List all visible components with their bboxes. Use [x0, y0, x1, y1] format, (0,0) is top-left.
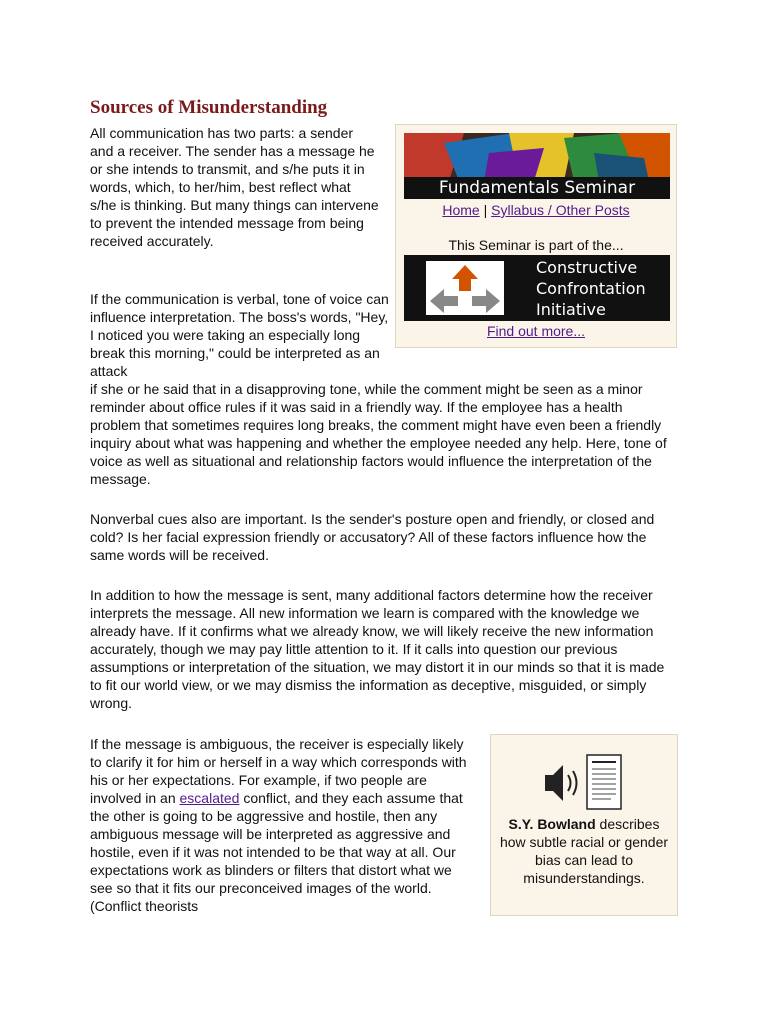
seminar-nav — [396, 202, 676, 218]
paragraph-5-start: If the message is ambiguous, the receiver is especially likely to clarify it for him or herself in a way which corresponds with his or her expectations. For example, if two people are involved in an — [90, 736, 467, 806]
paragraph-5-end: conflict, and they each assume that the other is going to be aggressive and hostile, then any ambiguous message will be interpreted as aggressive and hostile, even if it was not intended to be that way at all. Our expectations work as blinders or filters that distort what we see so that it fits our preconceived images of the world. (Conflict theorists — [90, 790, 463, 914]
cci-line-2: Confrontation — [536, 279, 646, 298]
paragraph-3: Nonverbal cues also are important. Is the sender's posture open and friendly, or closed and cold? Is her facial expression friendly or accusatory? All of these factors influence how the same words will be received. — [90, 511, 655, 563]
document-icon[interactable] — [587, 755, 621, 809]
cci-title — [536, 257, 646, 320]
audio-sidebar-box — [490, 734, 678, 916]
cci-line-3: Initiative — [536, 300, 606, 319]
speaker-icon[interactable] — [545, 765, 577, 801]
paragraph-5 — [90, 735, 475, 915]
paragraph-1: All communication has two parts: a sender and a receiver. The sender has a message he or she intends to transmit, and s/he puts it in words, which, to her/him, best reflect what s/he is thinking. But many things can intervene to prevent the intended message from being received accurately. — [90, 125, 379, 249]
colored-blocks-image — [404, 133, 670, 181]
converging-arrows-icon — [426, 261, 504, 315]
syllabus-link[interactable]: Syllabus / Other Posts — [491, 202, 630, 218]
escalated-link[interactable]: escalated — [179, 790, 240, 806]
cci-banner[interactable] — [404, 255, 670, 321]
cci-line-1: Constructive — [536, 258, 638, 277]
banner-label: Fundamentals Seminar — [404, 177, 670, 199]
audio-icons[interactable] — [541, 753, 631, 813]
seminar-info-box — [395, 124, 677, 348]
part-of-text: This Seminar is part of the... — [448, 237, 624, 253]
audio-caption — [499, 815, 669, 887]
fundamentals-seminar-banner[interactable] — [404, 133, 670, 199]
home-link[interactable]: Home — [442, 202, 480, 218]
speaker-name: S.Y. Bowland — [508, 816, 596, 832]
paragraph-4: In addition to how the message is sent, many additional factors determine how the receiver interprets the message. All new information we learn is compared with the knowledge we already have. If it confirms what we already know, we will likely receive the new information accurately, though we may pay little attention to it. If it calls into question our previous assumptions or interpretation of the situation, we may distort it in our minds so that it is made to fit our world view, or we may dismiss the information as deceptive, misguided, or simply wrong. — [90, 587, 665, 711]
find-more-row — [396, 323, 676, 339]
paragraph-2-rest: if she or he said that in a disapproving tone, while the comment might be seen as a minor reminder about office rules if it was said in a friendly way. If the employee has a health problem that sometimes requires long breaks, the comment might have even been a friendly inquiry about what was happening and whether the employee needed any help. Here, tone of voice as well as situational and relationship factors would influence the interpretation of the message. — [90, 381, 667, 487]
page-title: Sources of Misunderstanding — [90, 97, 328, 118]
paragraph-2-top: If the communication is verbal, tone of voice can influence interpretation. The boss's words, "Hey, I noticed you were taking an especially long break this morning," could be interpreted as an attack — [90, 291, 389, 379]
audio-description: describes how subtle racial or gender bias can lead to misunderstandings. — [499, 816, 669, 886]
nav-separator: | — [483, 202, 488, 218]
find-out-more-link[interactable]: Find out more... — [486, 323, 586, 339]
